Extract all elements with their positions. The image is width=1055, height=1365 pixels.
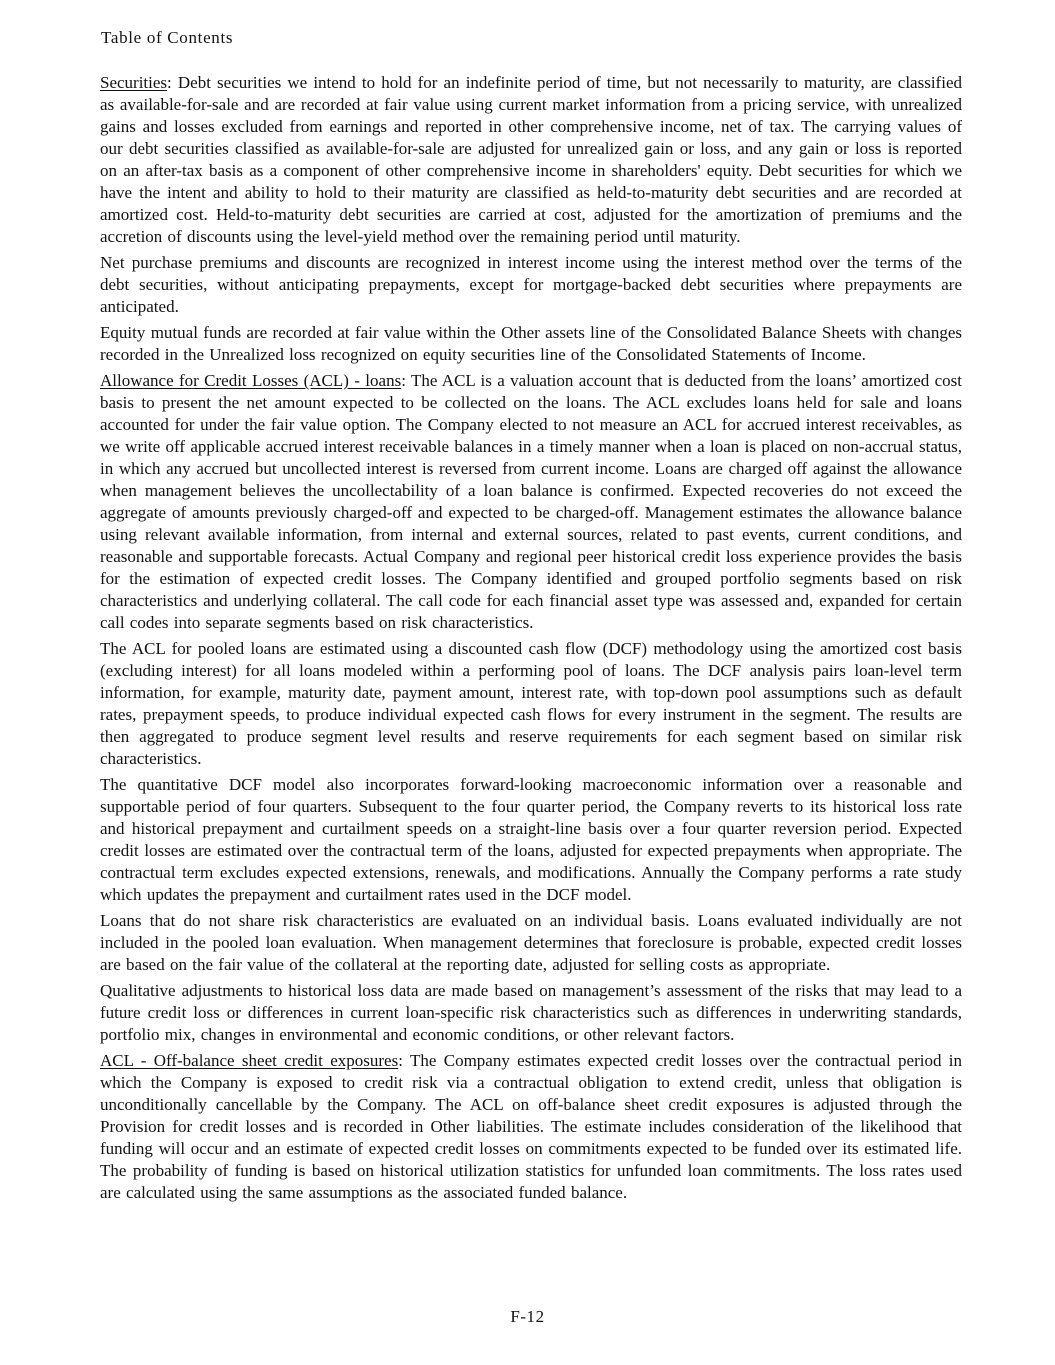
document-body: [100, 72, 962, 1208]
paragraph-text: Loans that do not share risk characteristics are evaluated on an individual basis. Loans evaluated individually are not included in the pooled loan evaluation. When management determines that foreclosure is probable, expected credit losses are based on the fair value of the collateral at the reporting date, adjusted for selling costs as appropriate.: [100, 911, 962, 974]
paragraph-text: The ACL is a valuation account that is deducted from the loans’ amortized cost basis to present the net amount expected to be collected on the loans. The ACL excludes loans held for sale and loans accounted for under the fair value option. The Company elected to not measure an ACL for accrued interest receivables, as we write off applicable accrued interest receivable balances in a timely manner when a loan is placed on non-accrual status, in which any accrued but uncollected interest is reversed from current income. Loans are charged off against the allowance when management believes the uncollectability of a loan balance is confirmed. Expected recoveries do not exceed the aggregate of amounts previously charged-off and expected to be charged-off. Management estimates the allowance balance using relevant available information, from internal and external sources, related to past events, current conditions, and reasonable and supportable forecasts. Actual Company and regional peer historical credit loss experience provides the basis for the estimation of expected credit losses. The Company identified and grouped portfolio segments based on risk characteristics and underlying collateral. The call code for each financial asset type was assessed and, expanded for certain call codes into separate segments based on risk characteristics.: [100, 371, 963, 632]
table-of-contents-link[interactable]: Table of Contents: [101, 28, 234, 47]
paragraph: [100, 72, 962, 248]
paragraph-text: Debt securities we intend to hold for an indefinite period of time, but not necessarily to maturity, are classified as available-for-sale and are recorded at fair value using current market information from a pricing service, with unrealized gains and losses excluded from earnings and reported in other comprehensive income, net of tax. The carrying values of our debt securities classified as available-for-sale are adjusted for unrealized gain or loss, and any gain or loss is reported on an after-tax basis as a component of other comprehensive income in shareholders' equity. Debt securities for which we have the intent and ability to hold to their maturity are classified as held-to-maturity debt securities and are recorded at amortized cost. Held-to-maturity debt securities are carried at cost, adjusted for the amortization of premiums and the accretion of discounts using the level-yield method over the remaining period until maturity.: [100, 73, 962, 246]
paragraph-text: Net purchase premiums and discounts are recognized in interest income using the interest method over the terms of the debt securities, without anticipating prepayments, except for mortgage-backed debt securities where prepayments are anticipated.: [100, 253, 962, 316]
paragraph-text: Equity mutual funds are recorded at fair value within the Other assets line of the Consolidated Balance Sheets with changes recorded in the Unrealized loss recognized on equity securities line of the Consolidated Statements of Income.: [100, 323, 962, 364]
paragraph: [100, 322, 962, 366]
paragraph: [100, 774, 962, 906]
paragraph: [100, 252, 962, 318]
paragraph: [100, 980, 962, 1046]
page-number: F-12: [510, 1307, 545, 1326]
paragraph-lead: Securities: [100, 73, 168, 92]
paragraph: [100, 638, 962, 770]
paragraph-lead-separator: :: [398, 1051, 410, 1070]
paragraph: [100, 1050, 962, 1204]
paragraph: [100, 910, 962, 976]
paragraph-text: The quantitative DCF model also incorporates forward-looking macroeconomic information over a reasonable and supportable period of four quarters. Subsequent to the four quarter period, the Company reverts to its historical loss rate and historical prepayment and curtailment speeds on a straight-line basis over a four quarter reversion period. Expected credit losses are estimated over the contractual term of the loans, adjusted for expected prepayments when appropriate. The contractual term excludes expected extensions, renewals, and modifications. Annually the Company performs a rate study which updates the prepayment and curtailment rates used in the DCF model.: [100, 775, 962, 904]
paragraph-text: The ACL for pooled loans are estimated using a discounted cash flow (DCF) methodology using the amortized cost basis (excluding interest) for all loans modeled within a performing pool of loans. The DCF analysis pairs loan-level term information, for example, maturity date, payment amount, interest rate, with top-down pool assumptions such as default rates, prepayment speeds, to produce individual expected cash flows for every instrument in the segment. The results are then aggregated to produce segment level results and reserve requirements for each segment based on similar risk characteristics.: [100, 639, 962, 768]
paragraph-text: The Company estimates expected credit losses over the contractual period in which the Company is exposed to credit risk via a contractual obligation to extend credit, unless that obligation is unconditionally cancellable by the Company. The ACL on off-balance sheet credit exposures is adjusted through the Provision for credit losses and is recorded in Other liabilities. The estimate includes consideration of the likelihood that funding will occur and an estimate of expected credit losses on commitments expected to be funded over its estimated life. The probability of funding is based on historical utilization statistics for unfunded loan commitments. The loss rates used are calculated using the same assumptions as the associated funded balance.: [100, 1051, 963, 1202]
paragraph-lead: ACL - Off-balance sheet credit exposures: [100, 1051, 399, 1070]
paragraph-lead-separator: :: [401, 371, 411, 390]
paragraph-lead: Allowance for Credit Losses (ACL) - loans: [100, 371, 402, 390]
paragraph: [100, 370, 962, 634]
paragraph-lead-separator: :: [167, 73, 178, 92]
paragraph-text: Qualitative adjustments to historical loss data are made based on management’s assessment of the risks that may lead to a future credit loss or differences in current loan-specific risk characteristics such as differences in underwriting standards, portfolio mix, changes in environmental and economic conditions, or other relevant factors.: [100, 981, 962, 1044]
